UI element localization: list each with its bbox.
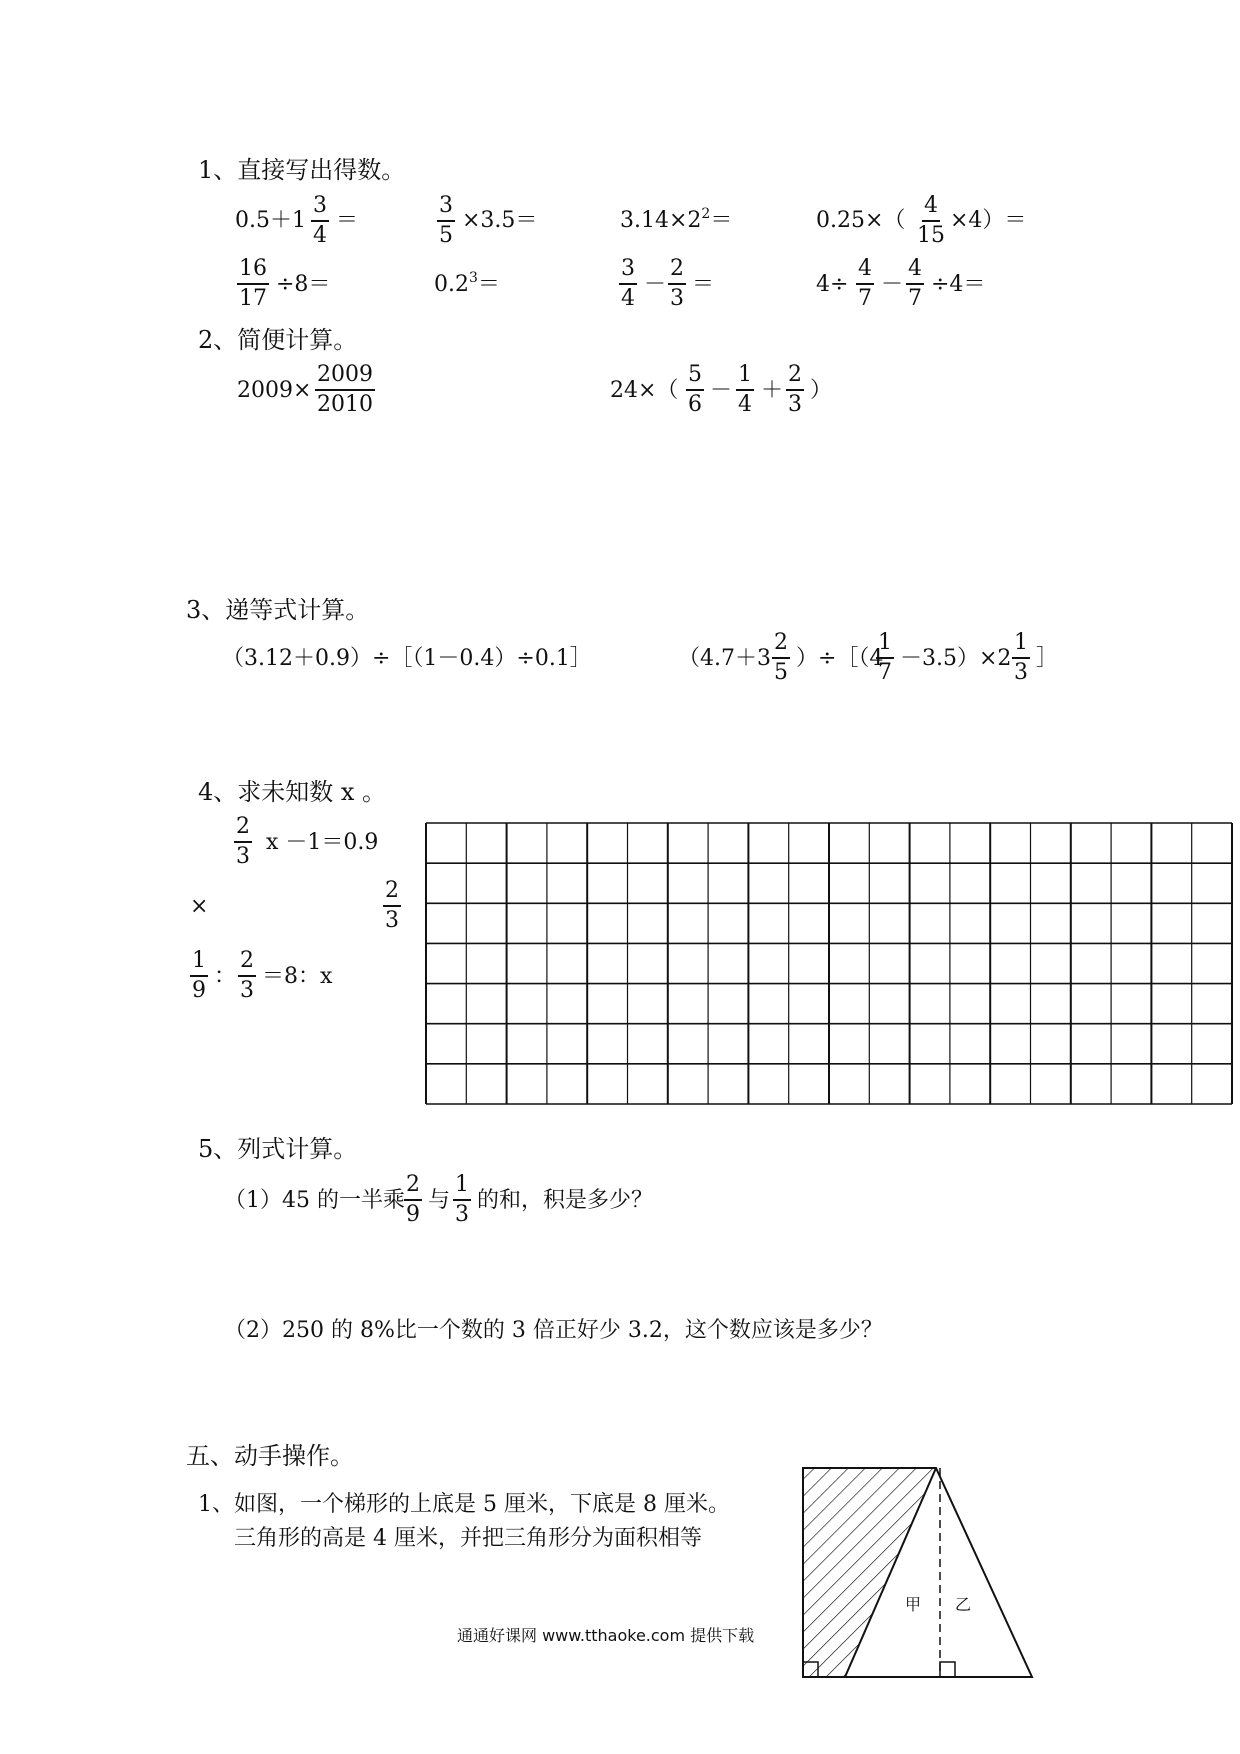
expr-text: 24×（ — [610, 378, 679, 403]
expr-text: ＋ — [761, 378, 784, 403]
expr-text: － — [644, 272, 667, 297]
fraction: $\frac{1}{3}$ — [1014, 630, 1028, 685]
footer-text: 通通好课网 www.tthaoke.com 提供下载 — [457, 1626, 755, 1645]
trapezoid-figure — [800, 1465, 1040, 1685]
expr-text: ＝ — [692, 272, 715, 297]
fraction: $\frac{3}{5}$ — [439, 193, 453, 248]
question-text: 与 — [428, 1188, 451, 1213]
fraction: $\frac{2}{3}$ — [236, 814, 250, 869]
fraction: $\frac{2}{9}$ — [406, 1172, 420, 1227]
fraction: $\frac{1}{9}$ — [192, 948, 206, 1003]
expr-text: ÷4＝ — [931, 272, 986, 297]
section-4-title: 4、求未知数 x 。 — [198, 778, 387, 806]
question-text: （1）45 的一半乘 — [224, 1188, 405, 1213]
expr-text: － — [710, 378, 733, 403]
question-text: 的和，积是多少？ — [477, 1188, 654, 1213]
label-yi: 乙 — [955, 1595, 972, 1614]
expr-text: （4.7＋3 — [678, 646, 771, 671]
fraction: $\frac{2}{3}$ — [240, 948, 254, 1003]
fraction: $\frac{3}{4}$ — [621, 256, 635, 311]
fraction: $\frac{5}{6}$ — [688, 362, 702, 417]
fraction: $\frac{4}{15}$ — [917, 193, 945, 248]
expr-text: 0.5＋1 — [235, 208, 306, 233]
fraction: $\frac{2009}{2010}$ — [317, 362, 373, 417]
expr-text: ］ — [1036, 646, 1059, 671]
question-5-2: （2）250 的 8%比一个数的 3 倍正好少 3.2，这个数应该是多少？ — [224, 1318, 883, 1343]
expr-3-1: （3.12＋0.9）÷［（1－0.4）÷0.1］ — [222, 646, 592, 671]
label-jia: 甲 — [905, 1595, 922, 1614]
fraction: $\frac{4}{7}$ — [908, 256, 922, 311]
expr-text: ： — [214, 964, 237, 989]
expr-text: ＝8：x — [262, 964, 333, 989]
task-line-1: 1、如图，一个梯形的上底是 5 厘米，下底是 8 厘米。 — [198, 1492, 730, 1517]
section-3-title: 3、递等式计算。 — [186, 596, 370, 624]
fraction: $\frac{4}{7}$ — [858, 256, 872, 311]
fraction: $\frac{1}{4}$ — [738, 362, 752, 417]
expr-1-3: $3.14\times 2^2=$ — [620, 206, 733, 233]
section-5-title: 5、列式计算。 — [198, 1135, 358, 1163]
expr-text: x －1＝0.9 — [266, 830, 379, 855]
expr-text: ×3.5＝ — [462, 208, 538, 233]
fraction: $\frac{2}{5}$ — [774, 630, 788, 685]
times-sign: × — [190, 894, 209, 919]
fraction: $\frac{2}{3}$ — [385, 878, 399, 933]
fraction: $\frac{3}{4}$ — [313, 193, 327, 248]
expr-text: ÷8＝ — [276, 272, 331, 297]
expr-text: ＝ — [336, 208, 359, 233]
section-6-title: 五、动手操作。 — [186, 1442, 354, 1470]
expr-text: ） — [810, 378, 833, 403]
expr-text: 4÷ — [816, 272, 849, 297]
task-line-2: 三角形的高是 4 厘米，并把三角形分为面积相等 — [234, 1526, 702, 1551]
expr-text: ×4）＝ — [950, 208, 1027, 233]
expr-text: －3.5）×2 — [900, 646, 1012, 671]
expr-1-6: $0.2^3=$ — [434, 270, 500, 297]
section-1-title: 1、直接写出得数。 — [198, 156, 406, 184]
fraction: $\frac{1}{3}$ — [455, 1172, 469, 1227]
answer-grid[interactable] — [425, 822, 1233, 1105]
fraction: $\frac{2}{3}$ — [670, 256, 684, 311]
fraction: $\frac{16}{17}$ — [239, 256, 267, 311]
fraction: $\frac{2}{3}$ — [788, 362, 802, 417]
expr-text: 2009× — [237, 378, 312, 403]
section-2-title: 2、简便计算。 — [198, 326, 358, 354]
expr-text: ）÷［（4 — [796, 646, 884, 671]
fraction: $\frac{1}{7}$ — [878, 630, 892, 685]
expr-text: － — [881, 272, 904, 297]
expr-text: 0.25×（ — [816, 208, 906, 233]
